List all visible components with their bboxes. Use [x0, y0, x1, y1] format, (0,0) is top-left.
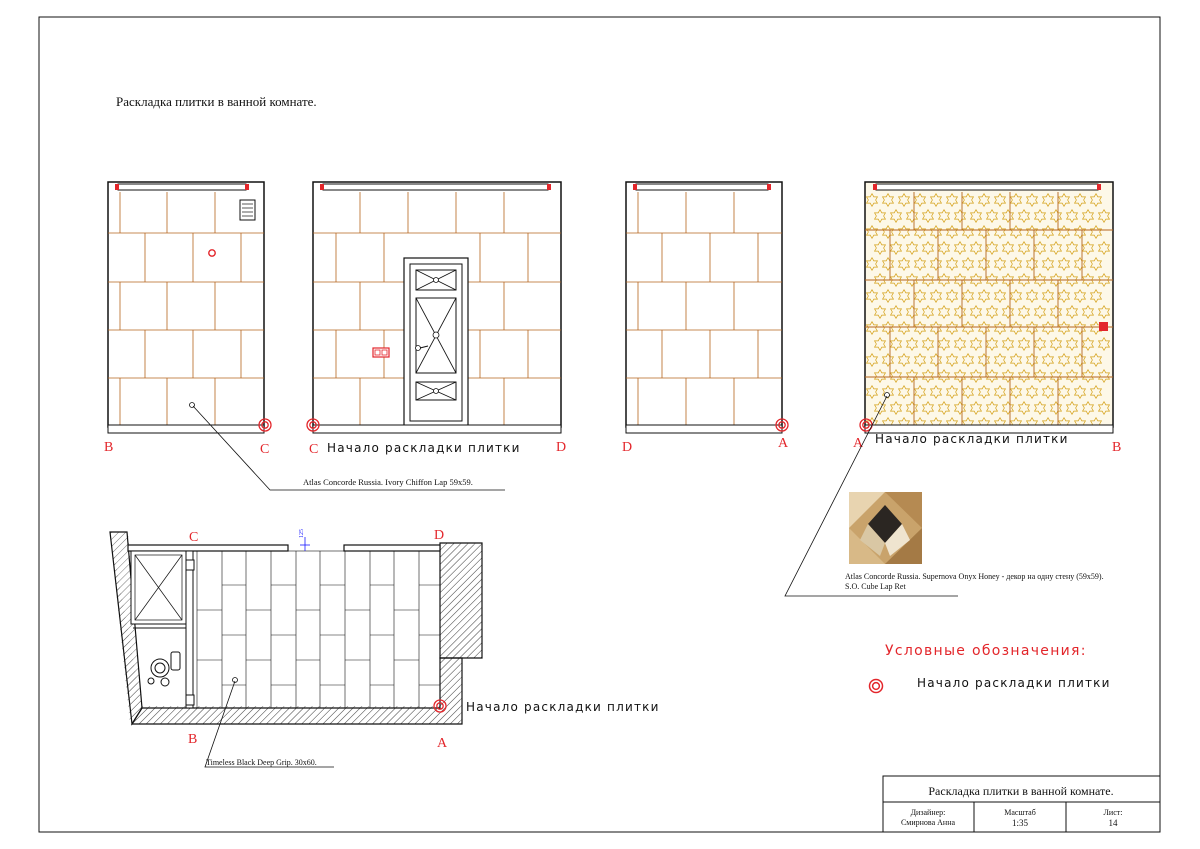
- sheet-value: 14: [1108, 818, 1118, 828]
- plan-wall-top-right: [344, 545, 440, 551]
- plan-wall-right: [440, 543, 482, 658]
- toilet-icon: [148, 652, 180, 686]
- plan-corner-a: A: [437, 736, 448, 751]
- door-handle-icon: [416, 346, 421, 351]
- outlet-icon: [209, 250, 215, 256]
- plan-corner-d: D: [434, 528, 445, 543]
- door-icon: [404, 258, 468, 427]
- legend: [870, 643, 1111, 693]
- elevation-a-b: [853, 182, 1121, 455]
- designer-name: Смирнова Анна: [900, 818, 956, 827]
- title-block: [883, 776, 1160, 832]
- shower-tray-icon: [131, 551, 186, 624]
- ceiling-cornice: [118, 184, 246, 190]
- floor-plan: [110, 528, 660, 767]
- dimension-value: 125: [299, 529, 305, 538]
- start-note: Начало раскладки плитки: [327, 441, 521, 455]
- plan-start-note: Начало раскладки плитки: [466, 700, 660, 714]
- legend-title: Условные обозначения:: [885, 643, 1087, 659]
- dimension-marker: [300, 537, 310, 551]
- decor-label-line2: S.O. Cube Lap Ret: [845, 582, 906, 591]
- ceiling-cornice: [323, 184, 548, 190]
- legend-item-label: Начало раскладки плитки: [917, 676, 1111, 690]
- decor-tile-swatch: [849, 492, 922, 564]
- double-circle-icon: [870, 680, 883, 693]
- elevation-d-a: [622, 182, 789, 455]
- plan-corner-c: C: [189, 530, 199, 545]
- designer-label: Дизайнер:: [910, 808, 946, 817]
- page-title: Раскладка плитки в ванной комнате.: [116, 94, 317, 109]
- ceiling-cornice: [876, 184, 1098, 190]
- floor-slab: [108, 425, 264, 433]
- elevation-right-label: D: [556, 440, 567, 455]
- floor-slab: [626, 425, 782, 433]
- elevation-left-label: D: [622, 440, 633, 455]
- vent-grille-icon: [240, 200, 255, 220]
- switch-icon: [373, 348, 389, 357]
- elevation-right-label: B: [1112, 440, 1122, 455]
- scale-value: 1:35: [1011, 818, 1029, 828]
- start-note: Начало раскладки плитки: [875, 432, 1069, 446]
- elevation-wall-outline: [626, 182, 782, 427]
- plan-wall-bottom: [132, 658, 462, 724]
- title-block-title: Раскладка плитки в ванной комнате.: [928, 784, 1114, 798]
- floor-tile-label: Timeless Black Deep Grip. 30x60.: [206, 758, 317, 767]
- floor-slab: [313, 425, 561, 433]
- ceiling-cornice: [636, 184, 768, 190]
- plan-partition: [186, 551, 193, 708]
- scale-label: Масштаб: [1004, 808, 1036, 817]
- decor-label-line1: Atlas Concorde Russia. Supernova Onyx Honey - декор на одну стену (59х59).: [845, 572, 1104, 581]
- sheet-label: Лист:: [1103, 808, 1123, 817]
- elevation-left-label: A: [853, 436, 864, 451]
- elevation-c-d: [307, 182, 566, 457]
- outlet-icon: [1099, 322, 1108, 331]
- elevation-b-c: [104, 182, 271, 457]
- elevation-right-label: A: [778, 436, 789, 451]
- plan-corner-b: B: [188, 732, 198, 747]
- wall-tile-label: Atlas Concorde Russia. Ivory Chiffon Lap 59x59.: [303, 477, 473, 487]
- wall-tile-grid: [108, 192, 264, 425]
- wall-tile-grid: [626, 192, 782, 425]
- elevation-right-label: C: [260, 442, 270, 457]
- elevation-left-label: B: [104, 440, 114, 455]
- plan-wall-top-left: [128, 545, 288, 551]
- elevation-left-label: C: [309, 442, 319, 457]
